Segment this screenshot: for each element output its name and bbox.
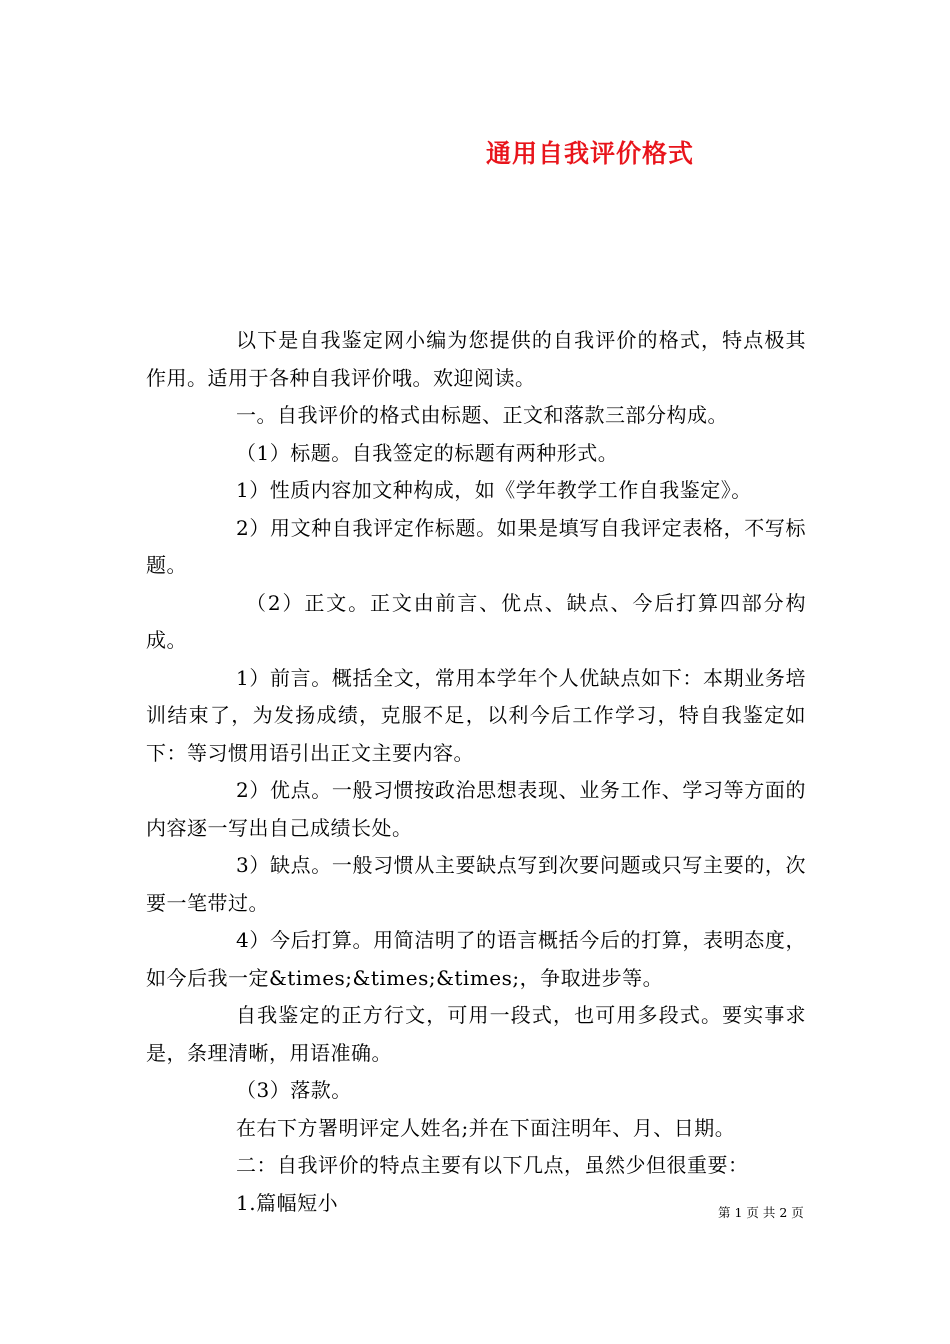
paragraph-section-1: 一。自我评价的格式由标题、正文和落款三部分构成。	[236, 403, 728, 427]
paragraph-intro: 以下是自我鉴定网小编为您提供的自我评价的格式，特点极其作用。适用于各种自我评价哦。欢迎阅读。	[146, 328, 806, 390]
paragraph-signature-detail: 在右下方署明评定人姓名;并在下面注明年、月、日期。	[236, 1115, 736, 1140]
paragraph-weaknesses: 3）缺点。一般习惯从主要缺点写到次要问题或只写主要的，次要一笔带过。	[146, 853, 806, 915]
paragraph-feature-1: 1.篇幅短小	[236, 1190, 339, 1215]
paragraph-signature-heading: （3）落款。	[236, 1078, 352, 1102]
document-title: 通用自我评价格式	[485, 139, 694, 168]
paragraph-strengths: 2）优点。一般习惯按政治思想表现、业务工作、学习等方面的内容逐一写出自己成绩长处。	[146, 778, 806, 840]
paragraph-preface: 1）前言。概括全文，常用本学年个人优缺点如下：本期业务培训结束了，为发扬成绩，克服不足，以利今后工作学习，特自我鉴定如下：等习惯用语引出正文主要内容。	[146, 665, 806, 765]
paragraph-body-heading: （2）正文。正文由前言、优点、缺点、今后打算四部分构成。	[146, 590, 806, 652]
paragraph-section-2: 二：自我评价的特点主要有以下几点，虽然少但很重要：	[236, 1153, 749, 1177]
paragraph-title-form-1: 1）性质内容加文种构成，如《学年教学工作自我鉴定》。	[236, 478, 752, 502]
paragraph-plans: 4）今后打算。用简洁明了的语言概括今后的打算，表明态度，如今后我一定&times;&times;&times;，争取进步等。	[146, 928, 806, 990]
paragraph-title-heading: （1）标题。自我签定的标题有两种形式。	[236, 440, 619, 465]
page-number: 第 1 页 共 2 页	[718, 1205, 804, 1220]
document-body	[146, 322, 806, 1222]
paragraph-style-note: 自我鉴定的正方行文，可用一段式，也可用多段式。要实事求是，条理清晰，用语准确。	[146, 1003, 806, 1065]
paragraph-title-form-2: 2）用文种自我评定作标题。如果是填写自我评定表格，不写标题。	[146, 515, 806, 577]
